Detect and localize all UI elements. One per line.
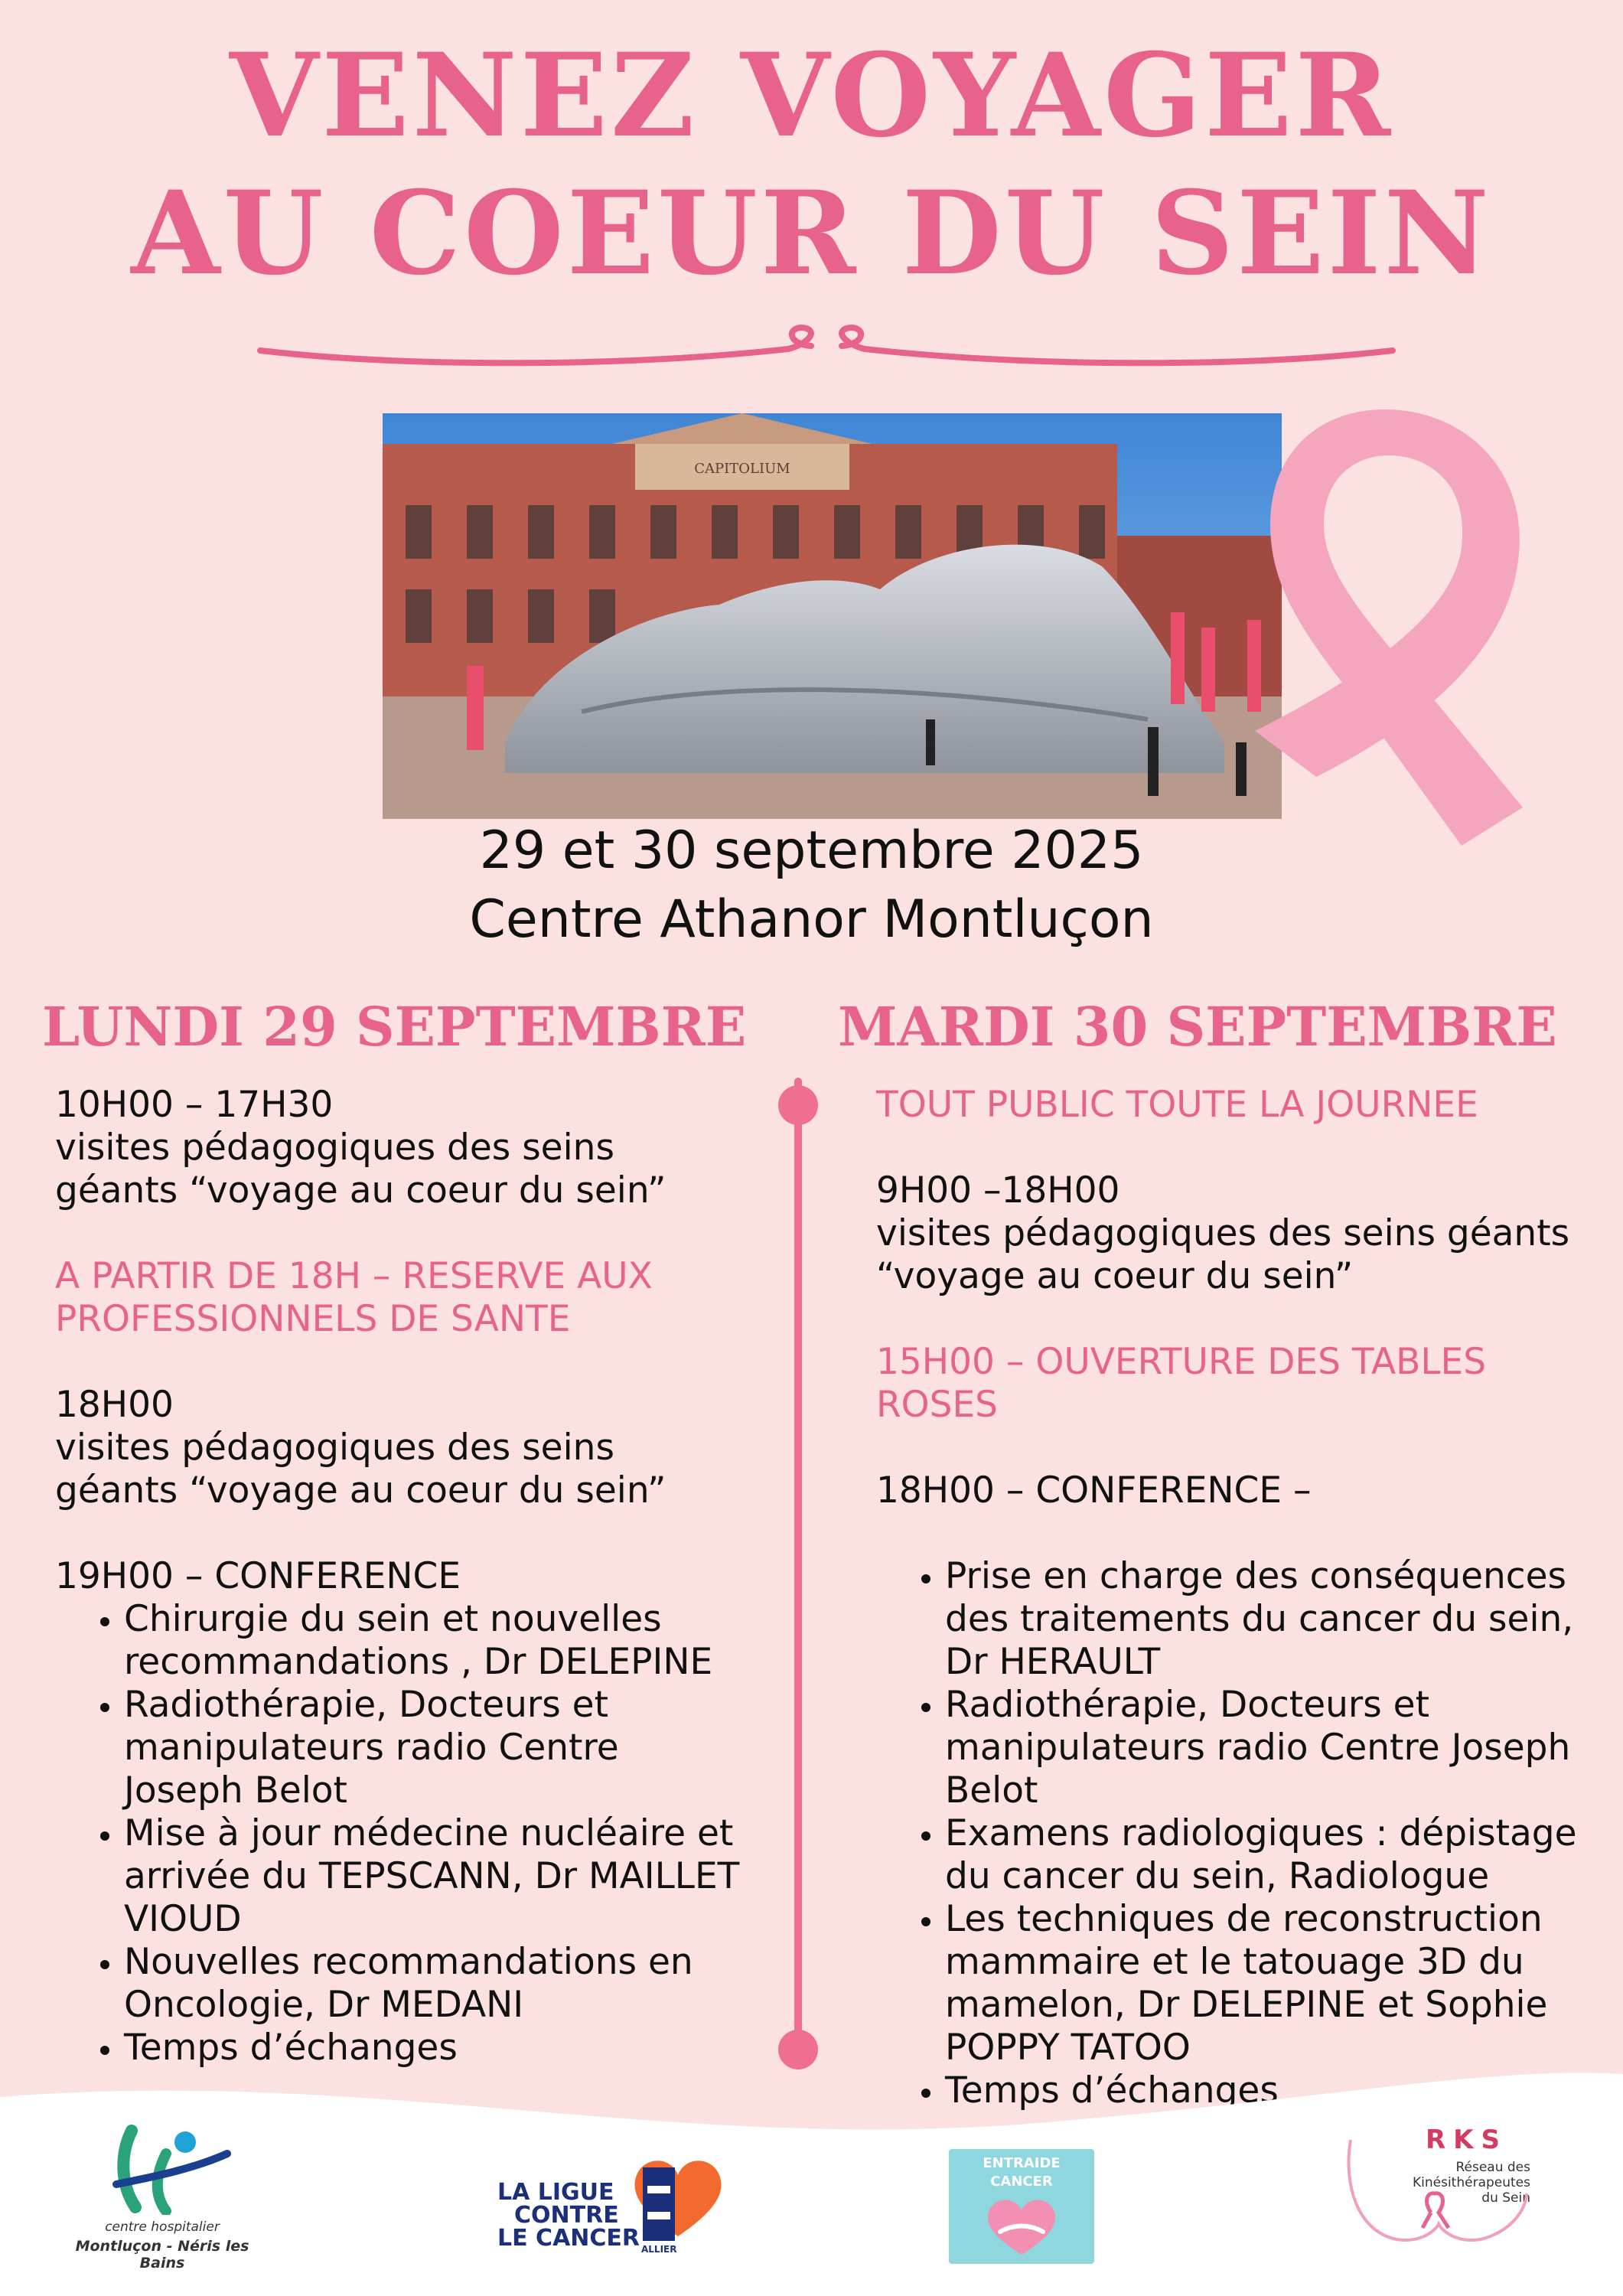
title-line-2: AU COEUR DU SEIN (131, 166, 1492, 301)
rks-line1: Réseau des (1455, 2160, 1530, 2175)
timeline-dot-top (778, 1085, 818, 1125)
entraide-logo-line2: CANCER (990, 2174, 1053, 2190)
monday-conference-list (55, 1598, 767, 2069)
event-venue: Centre Athanor Montluçon (469, 889, 1154, 950)
entraide-logo-line1: ENTRAIDE (983, 2155, 1061, 2171)
monday-text: visites pédagogiques des seins (55, 1127, 614, 1169)
monday-conference-time: 19H00 – CONFERENCE (55, 1555, 461, 1597)
tuesday-heading: MARDI 30 SEPTEMBRE (838, 995, 1557, 1058)
tuesday-time-1: 9H00 –18H00 (876, 1169, 1120, 1212)
tuesday-conference-list (876, 1555, 1611, 2112)
list-item: • Les techniques de reconstruction mammaire et le tatouage 3D du mamelon, Dr DELEPINE et Sophie POPPY TATOO (945, 1898, 1611, 2069)
event-photo (383, 413, 1282, 819)
pink-ribbon-icon (1224, 394, 1561, 853)
list-item: • Examens radiologiques : dépistage du cancer du sein, Radiologue (945, 1812, 1611, 1898)
tuesday-tables: 15H00 – OUVERTURE DES TABLES ROSES (876, 1341, 1487, 1426)
list-item: • Chirurgie du sein et nouvelles recommandations , Dr DELEPINE (124, 1598, 767, 1684)
tuesday-text: visites pédagogiques des seins géants (876, 1212, 1570, 1254)
decorative-flourish (253, 320, 1400, 373)
timeline-line (794, 1078, 802, 2042)
list-item: • Nouvelles recommandations en Oncologie, Dr MEDANI (124, 1941, 767, 2027)
photo-sign: CAPITOLIUM (694, 461, 790, 477)
ligue-logo-line2: CONTRE (514, 2202, 619, 2229)
monday-notice: A PARTIR DE 18H – RESERVE AUX (55, 1255, 653, 1297)
ligue-logo (484, 2148, 732, 2262)
monday-text: géants “voyage au coeur du sein” (55, 1169, 666, 1212)
monday-heading: LUNDI 29 SEPTEMBRE (42, 995, 747, 1058)
monday-time-2: 18H00 (55, 1384, 174, 1426)
list-item: • Prise en charge des conséquences des traitements du cancer du sein, Dr HERAULT (945, 1555, 1611, 1684)
tuesday-notice: TOUT PUBLIC TOUTE LA JOURNEE (876, 1084, 1478, 1126)
list-item: • Radiothérapie, Docteurs et manipulateurs radio Centre Joseph Belot (945, 1684, 1611, 1812)
list-item: • Radiothérapie, Docteurs et manipulateurs radio Centre Joseph Belot (124, 1684, 767, 1812)
rks-logo (1335, 2109, 1536, 2262)
tuesday-text: “voyage au coeur du sein” (876, 1255, 1354, 1297)
list-item: • Mise à jour médecine nucléaire et arrivée du TEPSCANN, Dr MAILLET VIOUD (124, 1812, 767, 1941)
monday-text: géants “voyage au coeur du sein” (55, 1469, 666, 1512)
ligue-logo-line1: LA LIGUE (497, 2179, 614, 2206)
ligue-logo-line3: LE CANCER (497, 2225, 640, 2252)
monday-text: visites pédagogiques des seins (55, 1427, 614, 1469)
entraide-logo (949, 2149, 1094, 2264)
monday-time-1: 10H00 – 17H30 (55, 1084, 334, 1126)
rks-body-outline-icon (1343, 2132, 1534, 2255)
title-line-1: VENEZ VOYAGER (229, 28, 1394, 163)
timeline-dot-bottom (778, 2030, 818, 2069)
list-item: • Temps d’échanges (124, 2027, 767, 2069)
rks-line3: du Sein (1481, 2190, 1530, 2206)
event-dates: 29 et 30 septembre 2025 (479, 820, 1144, 881)
hospital-logo-line1: centre hospitalier (105, 2219, 220, 2235)
heart-hands-icon (983, 2193, 1060, 2258)
hospital-logo (55, 2118, 269, 2272)
rks-acronym: RKS (1426, 2125, 1508, 2155)
ligue-logo-sub: ALLIER (641, 2244, 677, 2255)
hospital-logo-line2: Montluçon - Néris les Bains (75, 2238, 249, 2272)
ligue-heart-icon (629, 2152, 727, 2244)
hospital-mark-icon (101, 2123, 231, 2215)
rks-line2: Kinésithérapeutes (1413, 2175, 1530, 2190)
tuesday-conference-time: 18H00 – CONFERENCE – (876, 1469, 1312, 1512)
tuesday-schedule (876, 1084, 1611, 2112)
list-item: • Temps d’échanges (945, 2069, 1611, 2112)
monday-schedule (55, 1084, 767, 2069)
monday-notice: PROFESSIONNELS DE SANTE (55, 1298, 571, 1340)
